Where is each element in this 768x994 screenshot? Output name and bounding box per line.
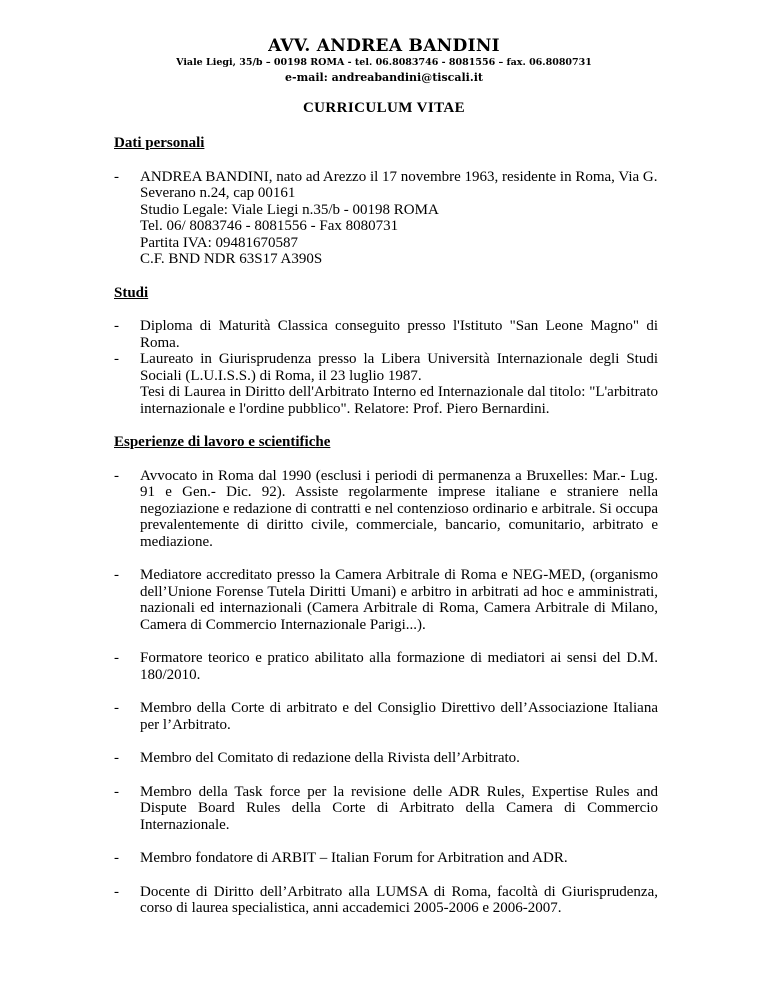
list-item-text: Docente di Diritto dell’Arbitrato alla LUMSA di Roma, facoltà di Giurisprudenza, corso di laurea specialistica, anni accademici 2005-2006 e 2006-2007. [140, 883, 658, 916]
list-item-text: Mediatore accreditato presso la Camera Arbitrale di Roma e NEG-MED, (organismo dell’Unione Forense Tutela Diritti Umani) e arbitro in arbitrati ad hoc e amministrati, nazionali ed internazionali (Camera Arbitrale di Roma, Camera Arbitrale di Milano, Camera di Commercio Internazionale Parigi...). [140, 567, 658, 633]
list-bullet: - [114, 650, 119, 666]
thesis-text: Tesi di Laurea in Diritto dell'Arbitrato Interno ed Internazionale dal titolo: "L'arbitrato internazionale e l'ordine pubblico". Relatore: Prof. Piero Bernardini. [140, 384, 658, 417]
personal-data-block [114, 169, 658, 268]
list-item-text: Laureato in Giurisprudenza presso la Libera Università Internazionale degli Studi Sociali (L.U.I.S.S.) di Roma, il 23 luglio 1987. [140, 351, 658, 384]
list-item [114, 468, 658, 551]
list-bullet: - [114, 467, 119, 484]
list-item [114, 850, 658, 867]
personal-data-line: C.F. BND NDR 63S17 A390S [140, 251, 323, 267]
list-bullet: - [114, 318, 119, 334]
list-bullet: - [114, 700, 119, 716]
list-item-text: Membro del Comitato di redazione della Rivista dell’Arbitrato. [140, 750, 520, 766]
list-bullet: - [114, 883, 119, 900]
letterhead [0, 36, 768, 86]
list-item-text: Membro fondatore di ARBIT – Italian Forum for Arbitration and ADR. [140, 850, 568, 866]
section-heading-studi: Studi [114, 284, 149, 301]
letterhead-address: Viale Liegi, 35/b – 00198 ROMA - tel. 06.8083746 - 8081556 – fax. 06.8080731 [176, 57, 592, 68]
list-item-text: Membro della Corte di arbitrato e del Consiglio Direttivo dell’Associazione Italiana per l’Arbitrato. [140, 700, 658, 733]
list-item [114, 318, 658, 351]
list-item-text: Diploma di Maturità Classica conseguito presso l'Istituto "San Leone Magno" di Roma. [140, 318, 658, 351]
list-item [114, 700, 658, 733]
section-heading-esperienze: Esperienze di lavoro e scientifiche [114, 434, 331, 450]
list-item-text: Avvocato in Roma dal 1990 (esclusi i periodi di permanenza a Bruxelles: Mar.- Lug. 91 e Gen.- Dic. 92). Assiste regolarmente imprese italiane e straniere nella negoziazione e redazione di contratti e nel contenzioso ordinario e arbitrale. Si occupa prevalentemente di diritto civile, commerciale, bancario, comunitario, arbitrato e mediazione. [140, 467, 658, 550]
letterhead-name: AVV. ANDREA BANDINI [268, 36, 500, 56]
list-bullet: - [114, 850, 119, 866]
list-item [114, 784, 658, 834]
list-item [114, 884, 658, 917]
list-item [114, 351, 658, 384]
list-item [114, 567, 658, 633]
personal-data-line: ANDREA BANDINI, nato ad Arezzo il 17 novembre 1963, residente in Roma, Via G. Severano n.24, cap 00161 [140, 168, 658, 201]
personal-data-line: Tel. 06/ 8083746 - 8081556 - Fax 8080731 [140, 218, 399, 234]
list-item-text: Membro della Task force per la revisione delle ADR Rules, Expertise Rules and Dispute Board Rules della Corte di Arbitrato della Camera di Commercio Internazionale. [140, 783, 658, 833]
list-item [114, 750, 658, 767]
document-body [114, 135, 658, 917]
list-item-text: Formatore teorico e pratico abilitato alla formazione di mediatori ai sensi del D.M. 180/2010. [140, 650, 658, 683]
personal-data-line: Partita IVA: 09481670587 [140, 234, 299, 251]
document-title: CURRICULUM VITAE [302, 100, 466, 116]
list-bullet: - [114, 750, 119, 766]
thesis-note [114, 384, 658, 417]
section-heading-dati-personali: Dati personali [114, 135, 205, 151]
list-item [114, 650, 658, 683]
list-bullet: - [114, 351, 119, 367]
list-bullet: - [114, 567, 119, 583]
list-bullet: - [114, 168, 119, 185]
personal-data-line: Studio Legale: Viale Liegi n.35/b - 00198 ROMA [140, 201, 439, 218]
letterhead-email: e-mail: andreabandini@tiscali.it [285, 71, 483, 84]
list-bullet: - [114, 783, 119, 800]
